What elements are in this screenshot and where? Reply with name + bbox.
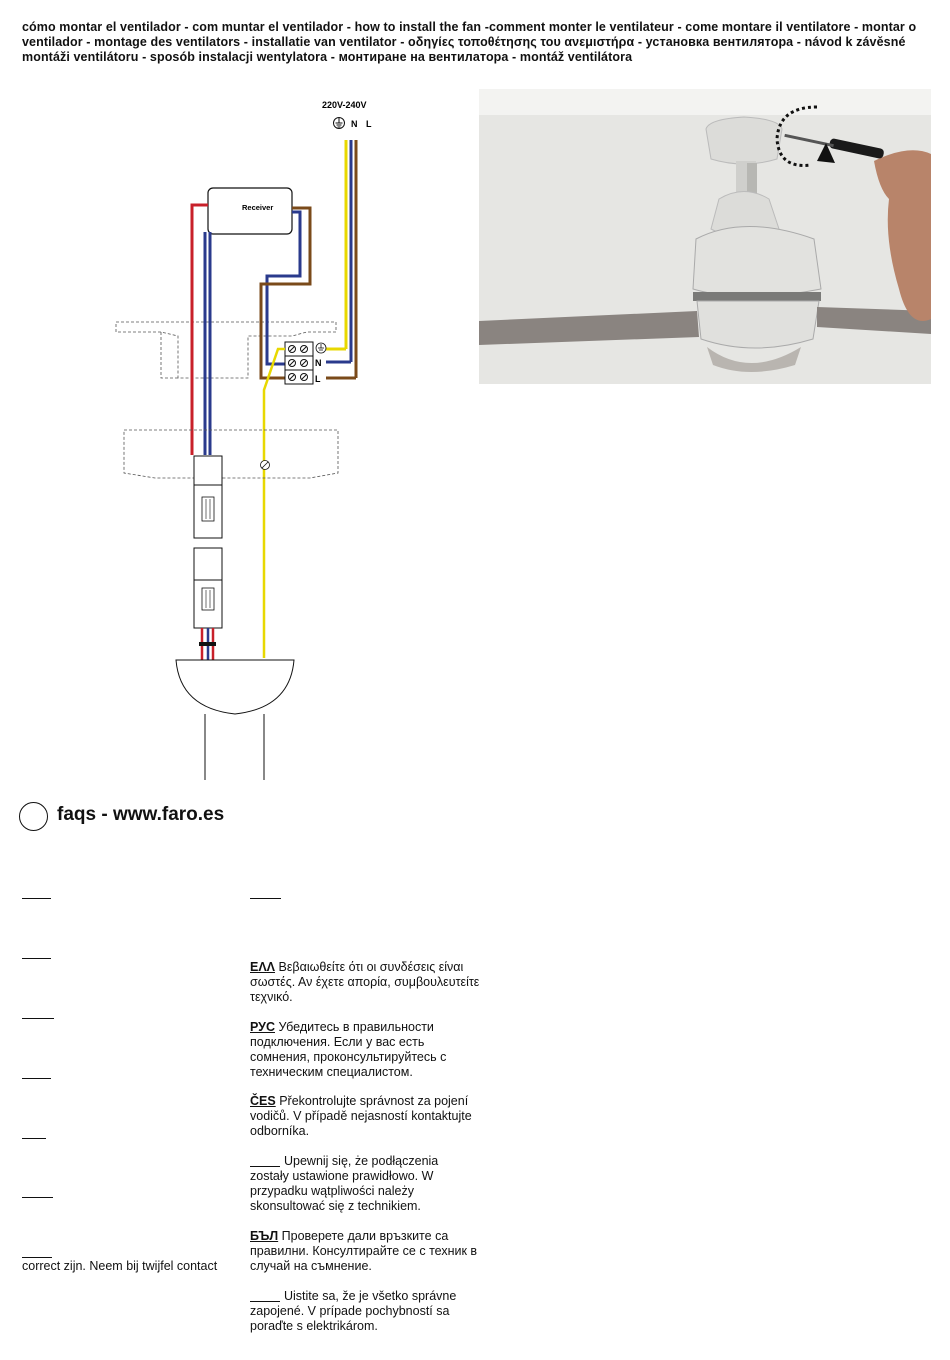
note-text: Проверете дали връзките са правилни. Консултирайте се с техник в случай на съмнение. <box>250 1229 478 1273</box>
lang-code-placeholder <box>22 1257 52 1258</box>
faqs-circle-icon <box>19 802 48 831</box>
lang-code-placeholder <box>22 1018 54 1019</box>
fan-install-photo <box>479 89 931 384</box>
left-note-text: correct zijn. Neem bij twijfel contact <box>22 1259 218 1273</box>
lang-code-ell: ΕΛΛ <box>250 960 276 974</box>
note-text: Uistite sa, že je všetko správne zapojené. V prípade pochybností sa poraďte s elektrikárom. <box>250 1289 457 1333</box>
lang-code-ces: ČES <box>250 1094 276 1108</box>
l-label: L <box>366 119 372 129</box>
terminal-ground-icon <box>316 343 326 353</box>
note-text: Překontrolujte správnost za pojení vodičů. V případě nejasností kontaktujte odborníka. <box>250 1094 472 1138</box>
n-label: N <box>351 119 358 129</box>
ground-icon <box>334 118 345 129</box>
lang-code-bul: БЪЛ <box>250 1229 279 1243</box>
wiring-diagram <box>0 0 480 790</box>
lang-code-placeholder <box>22 1138 46 1139</box>
terminal-n-label: N <box>315 358 322 368</box>
note-text: Убедитесь в правильности подключения. Если у вас есть сомнения, проконсультируйтесь с техническим специалистом. <box>250 1020 447 1079</box>
terminal-l-label: L <box>315 374 321 384</box>
lang-code-rus: РУС <box>250 1020 275 1034</box>
lang-code-placeholder <box>250 1301 280 1302</box>
note-greek <box>250 960 480 1005</box>
terminal-block <box>285 342 313 384</box>
voltage-label: 220V-240V <box>322 100 367 110</box>
faqs-link[interactable]: faqs - www.faro.es <box>57 804 225 825</box>
note-czech <box>250 1094 480 1139</box>
receiver-label: Receiver <box>242 203 274 212</box>
note-polish <box>250 1154 480 1214</box>
page-title: cómo montar el ventilador - com muntar el ventilador - how to install the fan -comment monter le ventilateur - come montare il ventilatore - montar o ventilador - montage des ventilators - installatie van ventilator - οδηγίες τοποθέτησης του ανεμιστήρα - установка вентилятора - návod k závěsné montáži ventilátoru - sposób instalacji wentylatora - монтиране на вентилатора - montáž ventilátora <box>22 20 917 64</box>
note-text: Βεβαιωθείτε ότι οι συνδέσεις είναι σωστές. Αν έχετε απορία, συμβουλευτείτε τεχνικό. <box>250 960 480 1004</box>
lang-code-placeholder <box>22 898 51 899</box>
lang-code-placeholder <box>22 1078 51 1079</box>
lang-code-placeholder <box>22 1197 53 1198</box>
note-russian <box>250 1020 480 1080</box>
note-text: Upewnij się, że podłączenia zostały ustawione prawidłowo. W przypadku wątpliwości należy skonsultować się z technikiem. <box>250 1154 439 1213</box>
lang-code-placeholder <box>250 898 281 899</box>
note-bulgarian <box>250 1229 480 1274</box>
lang-code-placeholder <box>22 958 51 959</box>
lang-code-placeholder <box>250 1166 280 1167</box>
note-slovak <box>250 1289 480 1334</box>
